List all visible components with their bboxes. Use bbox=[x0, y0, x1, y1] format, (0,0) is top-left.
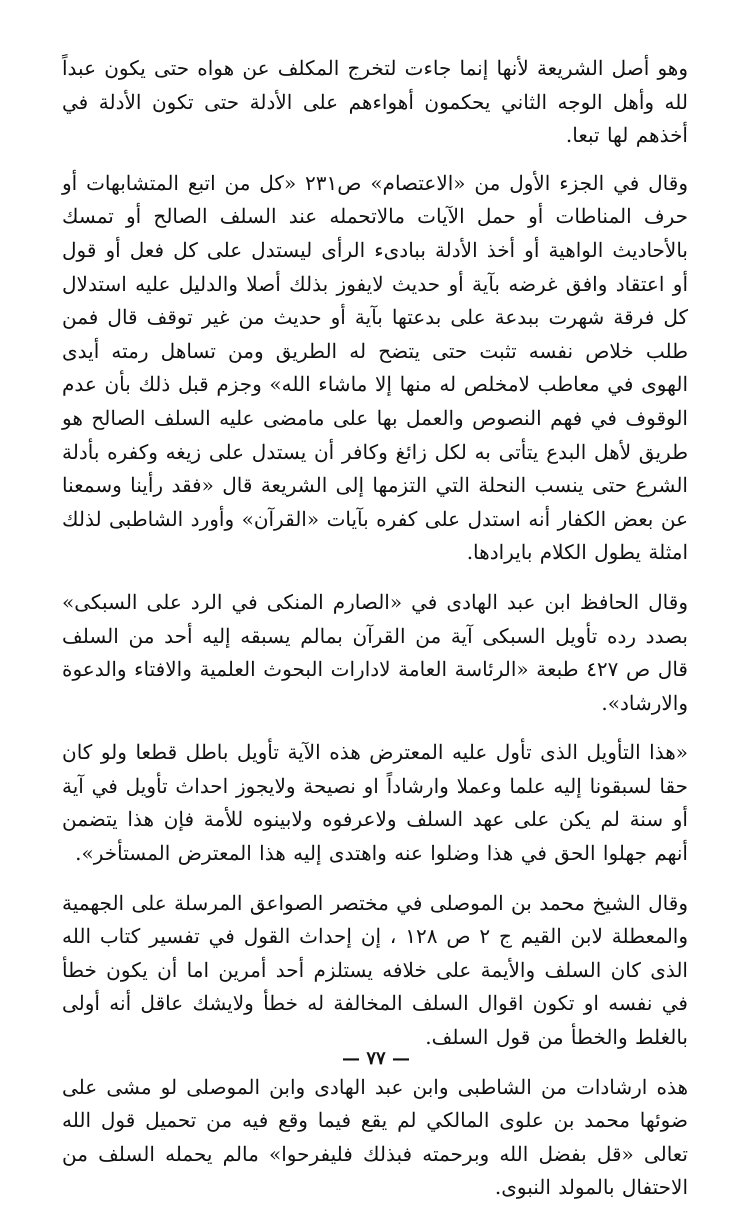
paragraph-ibn-almawsili: وقال الشيخ محمد بن الموصلى في مختصر الصواعق المرسلة على الجهمية والمعطلة لابن القيم ج ٢ ص ١٢٨ ، إن إحداث القول في تفسير كتاب الله الذى كان السلف والأيمة على خلافه يستلزم أحد أمرين اما أن يكون خطأ في نفسه او تكون اقوال السلف المخالفة له خطأ ولايشك عاقل أنه أولى بالغلط والخطأ من قول السلف. bbox=[62, 890, 688, 1050]
paragraph-ibn-abdulhadi: وقال الحافظ ابن عبد الهادى في «الصارم المنكى في الرد على السبكى» بصدد رده تأويل السبكى آية من القرآن بمالم يسبقه إليه أحد من السلف قال ص ٤٢٧ طبعة «الرئاسة العامة لادارات البحوث العلمية والافتاء والدعوة والارشاد». bbox=[62, 589, 688, 715]
paragraph-tawil-quote: «هذا التأويل الذى تأول عليه المعترض هذه الآية تأويل باطل قطعا ولو كان حقا لسبقونا إليه علما وعملا وارشاداً او نصيحة ولايجوز احداث تأويل في آية أو سنة لم يكن على عهد السلف ولاعرفوه ولابينوه للأمة فإن هذا يتضمن أنهم جهلوا الحق في هذا وضلوا عنه واهتدى إليه هذا المعترض المستأخر». bbox=[62, 740, 688, 866]
page-number: — ٧٧ — bbox=[342, 1048, 410, 1069]
paragraph-conclusion: هذه ارشادات من الشاطبى وابن عبد الهادى وابن الموصلى لو مشى على ضوئها محمد بن علوى المالكي لم يقع فيما وقع فيه من تحميل قول الله تعالى «قل بفضل الله وبرحمته فبذلك فليفرحوا» مالم يحمله السلف من الاحتفال بالمولد النبوى. bbox=[62, 1074, 688, 1200]
paragraph-shatibi-intro: وهو أصل الشريعة لأنها إنما جاءت لتخرج المكلف عن هواه حتى يكون عبداً لله وأهل الوجه الثاني يحكمون أهواءهم على الأدلة حتى تكون الأدلة في أخذهم لها تبعا. bbox=[62, 56, 688, 148]
paragraph-itisam-quote: وقال في الجزء الأول من «الاعتصام» ص٢٣١ «كل من اتبع المتشابهات أو حرف المناطات أو حمل الآيات مالاتحمله عند السلف الصالح أو تمسك بالأحاديث الواهية أو أخذ الأدلة ببادىء الرأى ليستدل على كل فعل أو قول أو اعتقاد وافق غرضه بآية أو حديث لايفوز بذلك أصلا والدليل عليه استدلال كل فرقة شهرت ببدعة على بدعتها بآية أو حديث من غير توقف قال فمن طلب خلاص نفسه تثبت حتى يتضح له الطريق ومن تساهل رمته أيدى الهوى في معاطب لامخلص له منها إلا ماشاء الله» وجزم قبل ذلك بأن عدم الوقوف في فهم النصوص والعمل بها على مامضى عليه السلف الصالح هو طريق لأهل البدع يتأتى به لكل زائغ وكافر أن يستدل على زيغه وكفره بأدلة الشرع حتى ينسب النحلة التي التزمها إلى الشريعة قال «فقد رأينا وسمعنا عن بعض الكفار أنه استدل على كفره بآيات «القرآن» وأورد الشاطبى لذلك امثلة يطول الكلام بايرادها. bbox=[62, 170, 688, 565]
